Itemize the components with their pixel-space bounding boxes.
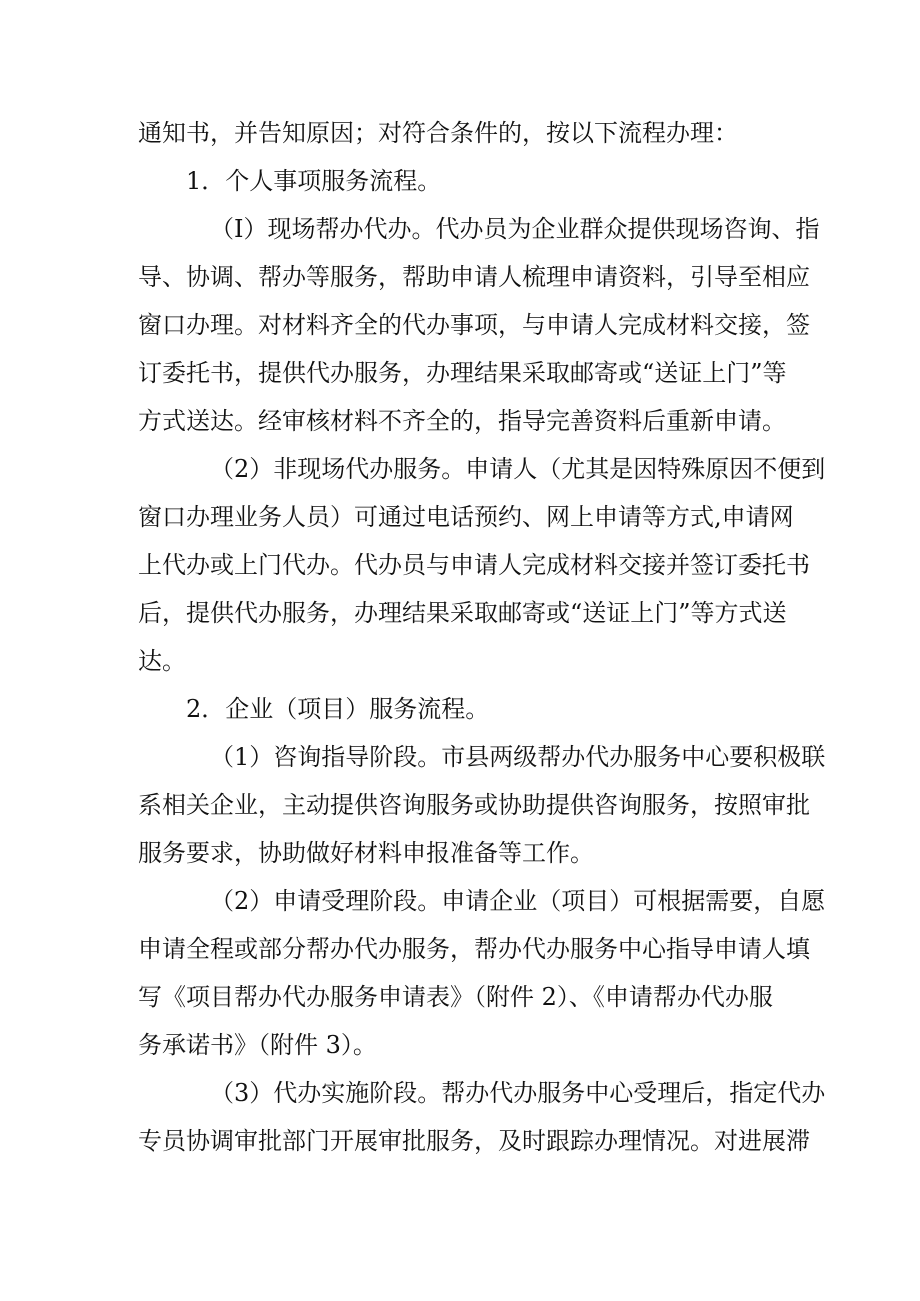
text-line: 服务要求，协助做好材料申报准备等工作。 (138, 839, 594, 867)
text-line: 通知书，并告知原因；对符合条件的，按以下流程办理： (138, 119, 738, 147)
section-heading: 1．个人事项服务流程。 (186, 167, 442, 195)
section-heading: 2．企业（项目）服务流程。 (186, 695, 490, 723)
text-line: 窗口办理。对材料齐全的代办事项，与申请人完成材料交接，签 (138, 311, 810, 339)
text-line: 订委托书，提供代办服务，办理结果采取邮寄或“送证上门”等 (138, 359, 787, 387)
text-line: 上代办或上门代办。代办员与申请人完成材料交接并签订委托书 (138, 551, 810, 579)
text-line: （1）咨询指导阶段。市县两级帮办代办服务中心要积极联 (210, 743, 826, 771)
text-line: 达。 (138, 647, 186, 675)
text-line: 申请全程或部分帮办代办服务，帮办代办服务中心指导申请人填 (138, 935, 810, 963)
text-line: （I）现场帮办代办。代办员为企业群众提供现场咨询、指 (210, 215, 820, 243)
text-line: 写《项目帮办代办服务申请表》（附件 2）、《申请帮办代办服 (138, 983, 773, 1011)
text-line: 系相关企业，主动提供咨询服务或协助提供咨询服务，按照审批 (138, 791, 810, 819)
text-line: 导、协调、帮办等服务，帮助申请人梳理申请资料，引导至相应 (138, 263, 810, 291)
text-line: 务承诺书》（附件 3）。 (138, 1031, 377, 1059)
text-line: 方式送达。经审核材料不齐全的，指导完善资料后重新申请。 (138, 407, 786, 435)
text-line: （2）申请受理阶段。申请企业（项目）可根据需要，自愿 (210, 887, 826, 915)
text-line: 窗口办理业务人员）可通过电话预约、网上申请等方式,申请网 (138, 503, 794, 531)
text-line: 后，提供代办服务，办理结果采取邮寄或“送证上门”等方式送 (138, 599, 787, 627)
text-line: 专员协调审批部门开展审批服务，及时跟踪办理情况。对进展滞 (138, 1127, 810, 1155)
text-line: （3）代办实施阶段。帮办代办服务中心受理后，指定代办 (210, 1079, 826, 1107)
text-line: （2）非现场代办服务。申请人（尤其是因特殊原因不便到 (210, 455, 826, 483)
